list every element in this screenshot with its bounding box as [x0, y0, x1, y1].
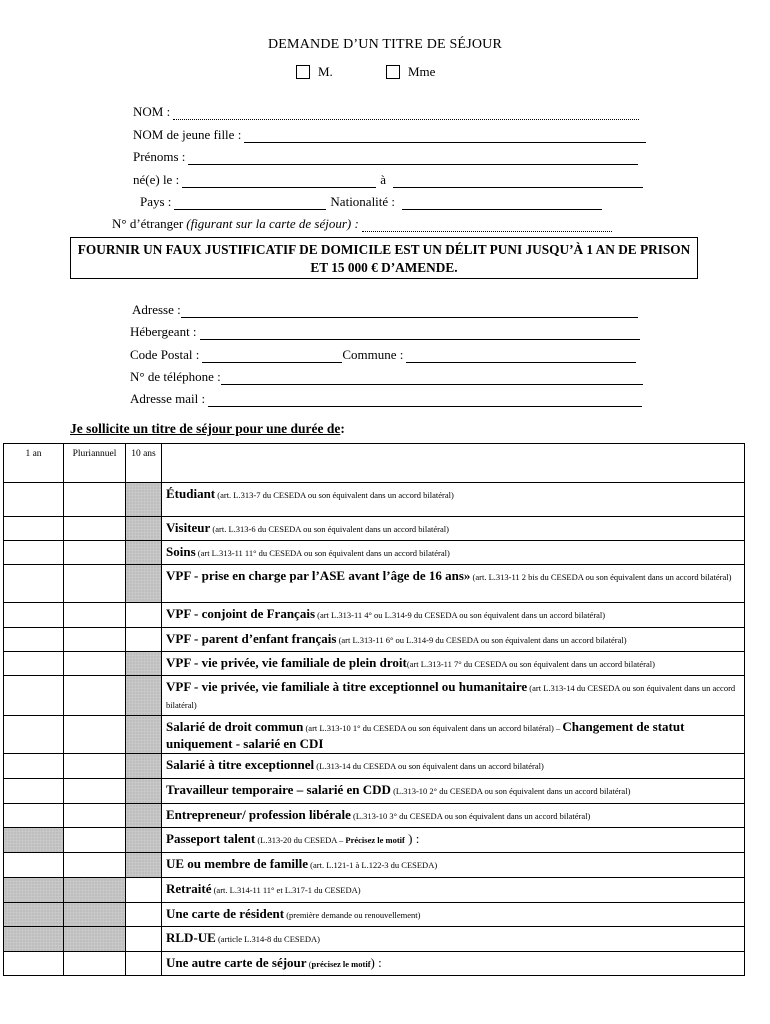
permit-title: VPF - conjoint de Français: [166, 606, 315, 621]
permit-extra-note: ) :: [404, 831, 420, 846]
cell-1-an[interactable]: [4, 804, 64, 828]
cell-10-ans[interactable]: [126, 878, 162, 903]
permit-note: (: [306, 959, 312, 969]
permit-note: (art. L.314-11 11° et L.317-1 du CESEDA): [211, 885, 361, 895]
header-pluriannuel: Pluriannuel: [64, 444, 126, 483]
permit-note: (art L.313-11 4° ou L.314-9 du CESEDA ou son équivalent dans un accord bilatéral): [315, 610, 606, 620]
table-row: [4, 652, 745, 676]
commune-label: Commune :: [342, 347, 404, 362]
cell-10-ans: [126, 517, 162, 541]
nom-input[interactable]: [173, 106, 639, 120]
hebergeant-input[interactable]: [200, 326, 640, 340]
a-label: à: [380, 172, 386, 187]
permit-note: (art L.313-11 6° ou L.314-9 du CESEDA ou son équivalent dans un accord bilatéral): [336, 635, 627, 645]
table-row: [4, 754, 745, 779]
permit-description: [162, 853, 745, 878]
header-1-an: 1 an: [4, 444, 64, 483]
ne-le-label: né(e) le :: [133, 172, 180, 187]
field-telephone: [130, 369, 643, 385]
cell-pluriannuel: [64, 878, 126, 903]
permit-description: [162, 754, 745, 779]
table-row: [4, 952, 745, 976]
field-prenoms: [133, 149, 638, 165]
permit-extra-note: ) :: [370, 955, 382, 970]
commune-input[interactable]: [406, 349, 636, 363]
cell-pluriannuel[interactable]: [64, 565, 126, 603]
permit-description: [162, 483, 745, 517]
table-row: [4, 903, 745, 927]
cell-1-an[interactable]: [4, 628, 64, 652]
cell-10-ans: [126, 779, 162, 804]
prenoms-input[interactable]: [188, 151, 638, 165]
cell-pluriannuel[interactable]: [64, 541, 126, 565]
adresse-label: Adresse :: [132, 302, 181, 317]
civility-m-label: M.: [318, 64, 333, 79]
permit-note: (art L.313-14 du CESEDA ou son équivalent dans un accord bilatéral): [166, 683, 736, 710]
cell-pluriannuel[interactable]: [64, 676, 126, 716]
cell-1-an[interactable]: [4, 779, 64, 804]
permit-title: Étudiant: [166, 486, 216, 501]
permit-title: RLD-UE: [166, 930, 216, 945]
permit-description: [162, 903, 745, 927]
cell-pluriannuel: [64, 903, 126, 927]
num-etranger-hint: (figurant sur la carte de séjour) :: [186, 216, 359, 231]
table-row: [4, 878, 745, 903]
permit-title: Soins: [166, 544, 196, 559]
permit-note: (art. L.121-1 à L.122-3 du CESEDA): [308, 860, 438, 870]
table-row: [4, 716, 745, 754]
permit-title: Entrepreneur/ profession libérale: [166, 807, 351, 822]
cell-pluriannuel[interactable]: [64, 754, 126, 779]
permit-note: (article L.314-8 du CESEDA): [215, 934, 320, 944]
permit-title: Salarié à titre exceptionnel: [166, 757, 315, 772]
table-row: [4, 541, 745, 565]
cell-1-an[interactable]: [4, 541, 64, 565]
cell-10-ans: [126, 483, 162, 517]
permit-description: [162, 603, 745, 628]
permit-extra: Précisez le motif: [345, 835, 405, 845]
cell-1-an[interactable]: [4, 603, 64, 628]
cell-10-ans[interactable]: [126, 603, 162, 628]
mail-input[interactable]: [208, 393, 642, 407]
cell-1-an[interactable]: [4, 952, 64, 976]
permit-description: [162, 927, 745, 952]
cell-10-ans: [126, 828, 162, 853]
field-pays: [140, 194, 602, 210]
cell-1-an[interactable]: [4, 483, 64, 517]
request-label: Je sollicite un titre de séjour pour une durée de: [70, 421, 341, 436]
table-row: [4, 779, 745, 804]
permit-note: (art L.313-11 11° du CESEDA ou son équivalent dans un accord bilatéral): [195, 548, 450, 558]
field-hebergeant: [130, 324, 640, 340]
field-adresse: [132, 302, 638, 318]
cell-pluriannuel[interactable]: [64, 853, 126, 878]
cell-10-ans: [126, 804, 162, 828]
cell-1-an[interactable]: [4, 716, 64, 754]
table-row: [4, 804, 745, 828]
cell-1-an: [4, 878, 64, 903]
permit-description: [162, 878, 745, 903]
cell-pluriannuel[interactable]: [64, 483, 126, 517]
cell-pluriannuel[interactable]: [64, 716, 126, 754]
request-heading: [70, 421, 345, 437]
warning-box: FOURNIR UN FAUX JUSTIFICATIF DE DOMICILE EST UN DÉLIT PUNI JUSQU’À 1 AN DE PRISON ET 15 000 € D’AMENDE.: [70, 237, 698, 279]
cell-10-ans[interactable]: [126, 952, 162, 976]
permit-note: (art. L.313-11 2 bis du CESEDA ou son équivalent dans un accord bilatéral): [470, 572, 732, 582]
table-row: [4, 676, 745, 716]
cell-pluriannuel[interactable]: [64, 952, 126, 976]
permit-note: (L.313-14 du CESEDA ou son équivalent dans un accord bilatéral): [314, 761, 544, 771]
nom-label: NOM :: [133, 104, 171, 119]
field-num-etranger: [112, 216, 612, 232]
adresse-input[interactable]: [181, 304, 638, 318]
permit-description: [162, 565, 745, 603]
num-etranger-input[interactable]: [362, 218, 612, 232]
permit-title: Retraité: [166, 881, 212, 896]
cell-10-ans: [126, 652, 162, 676]
cell-10-ans[interactable]: [126, 628, 162, 652]
permit-description: [162, 676, 745, 716]
checkbox-mme[interactable]: [386, 65, 400, 79]
nationalite-input[interactable]: [402, 196, 602, 210]
cell-pluriannuel[interactable]: [64, 779, 126, 804]
form-title: DEMANDE D’UN TITRE DE SÉJOUR: [268, 37, 502, 52]
permit-extra: Changement de statut uniquement - salarié en CDI: [166, 719, 685, 751]
permit-description: [162, 716, 745, 754]
table-row: [4, 517, 745, 541]
cell-1-an: [4, 903, 64, 927]
permit-note: (L.313-20 du CESEDA –: [255, 835, 346, 845]
permit-title: UE ou membre de famille: [166, 856, 309, 871]
permit-title: VPF - parent d’enfant français: [166, 631, 337, 646]
table-header-row: [4, 444, 745, 483]
cell-pluriannuel[interactable]: [64, 517, 126, 541]
permit-description: [162, 517, 745, 541]
civility-mme-label: Mme: [408, 64, 436, 79]
permit-note: (L.313-10 2° du CESEDA ou son équivalent dans un accord bilatéral): [390, 786, 631, 796]
ne-le-input[interactable]: [182, 174, 376, 188]
table-row: [4, 828, 745, 853]
permit-title: Une carte de résident: [166, 906, 285, 921]
permit-description: [162, 652, 745, 676]
table-row: [4, 565, 745, 603]
nom-jeune-fille-input[interactable]: [244, 129, 646, 143]
field-naissance: [133, 172, 643, 188]
cell-pluriannuel[interactable]: [64, 828, 126, 853]
cell-pluriannuel[interactable]: [64, 603, 126, 628]
civility-mme[interactable]: [386, 64, 435, 80]
mail-label: Adresse mail :: [130, 391, 206, 406]
field-nom: [133, 104, 639, 120]
pays-input[interactable]: [174, 196, 326, 210]
lieu-naissance-input[interactable]: [393, 174, 643, 188]
permit-description: [162, 828, 745, 853]
permit-note: (art. L.313-6 du CESEDA ou son équivalent dans un accord bilatéral): [210, 524, 449, 534]
permit-description: [162, 952, 745, 976]
cell-1-an[interactable]: [4, 652, 64, 676]
cell-1-an[interactable]: [4, 754, 64, 779]
permit-title: VPF - vie privée, vie familiale à titre exceptionnel ou humanitaire: [166, 679, 528, 694]
permit-title: VPF - vie privée, vie familiale de plein droit: [166, 655, 407, 670]
cell-10-ans: [126, 754, 162, 779]
request-colon: :: [340, 421, 345, 436]
nationalite-label: Nationalité :: [330, 194, 396, 209]
pays-label: Pays :: [140, 194, 172, 209]
hebergeant-label: Hébergeant :: [130, 324, 197, 339]
permit-description: [162, 804, 745, 828]
cell-10-ans: [126, 716, 162, 754]
table-row: [4, 853, 745, 878]
permit-title: VPF - prise en charge par l’ASE avant l’âge de 16 ans»: [166, 568, 471, 583]
checkbox-m[interactable]: [296, 65, 310, 79]
permit-note: (art L.313-11 7° du CESEDA ou son équivalent dans un accord bilatéral): [406, 659, 655, 669]
code-postal-label: Code Postal :: [130, 347, 200, 362]
num-etranger-label: N° d’étranger: [112, 216, 184, 231]
cell-10-ans: [126, 676, 162, 716]
cell-1-an[interactable]: [4, 517, 64, 541]
cell-pluriannuel[interactable]: [64, 804, 126, 828]
table-row: [4, 628, 745, 652]
telephone-label: N° de téléphone :: [130, 369, 221, 384]
field-nom-jeune-fille: [133, 127, 646, 143]
permit-note: (première demande ou renouvellement): [284, 910, 421, 920]
cell-10-ans[interactable]: [126, 927, 162, 952]
permit-description: [162, 628, 745, 652]
civility-m[interactable]: [296, 64, 333, 80]
permit-description: [162, 541, 745, 565]
code-postal-input[interactable]: [202, 349, 342, 363]
permit-title: Salarié de droit commun: [166, 719, 304, 734]
cell-1-an: [4, 828, 64, 853]
cell-1-an: [4, 927, 64, 952]
permit-title: Visiteur: [166, 520, 211, 535]
cell-1-an[interactable]: [4, 676, 64, 716]
cell-10-ans[interactable]: [126, 903, 162, 927]
cell-pluriannuel[interactable]: [64, 628, 126, 652]
permit-title: Une autre carte de séjour: [166, 955, 307, 970]
field-mail: [130, 391, 642, 407]
cell-10-ans: [126, 853, 162, 878]
table-row: [4, 483, 745, 517]
telephone-input[interactable]: [221, 371, 643, 385]
permit-title: Travailleur temporaire – salarié en CDD: [166, 782, 391, 797]
cell-10-ans: [126, 565, 162, 603]
permit-note: (art L.313-10 1° du CESEDA ou son équivalent dans un accord bilatéral) –: [303, 723, 563, 733]
permit-note: (art. L.313-7 du CESEDA ou son équivalent dans un accord bilatéral): [215, 490, 454, 500]
cell-10-ans: [126, 541, 162, 565]
table-row: [4, 927, 745, 952]
permit-table: [3, 443, 745, 976]
prenoms-label: Prénoms :: [133, 149, 186, 164]
nom-jeune-fille-label: NOM de jeune fille :: [133, 127, 242, 142]
cell-1-an[interactable]: [4, 853, 64, 878]
cell-1-an[interactable]: [4, 565, 64, 603]
field-code-postal: [130, 347, 636, 363]
permit-extra: précisez le motif: [311, 959, 371, 969]
permit-title: Passeport talent: [166, 831, 256, 846]
header-description: [162, 444, 745, 483]
permit-description: [162, 779, 745, 804]
header-10-ans: 10 ans: [126, 444, 162, 483]
table-row: [4, 603, 745, 628]
permit-note: (L.313-10 3° du CESEDA ou son équivalent dans un accord bilatéral): [350, 811, 591, 821]
cell-pluriannuel: [64, 927, 126, 952]
cell-pluriannuel[interactable]: [64, 652, 126, 676]
